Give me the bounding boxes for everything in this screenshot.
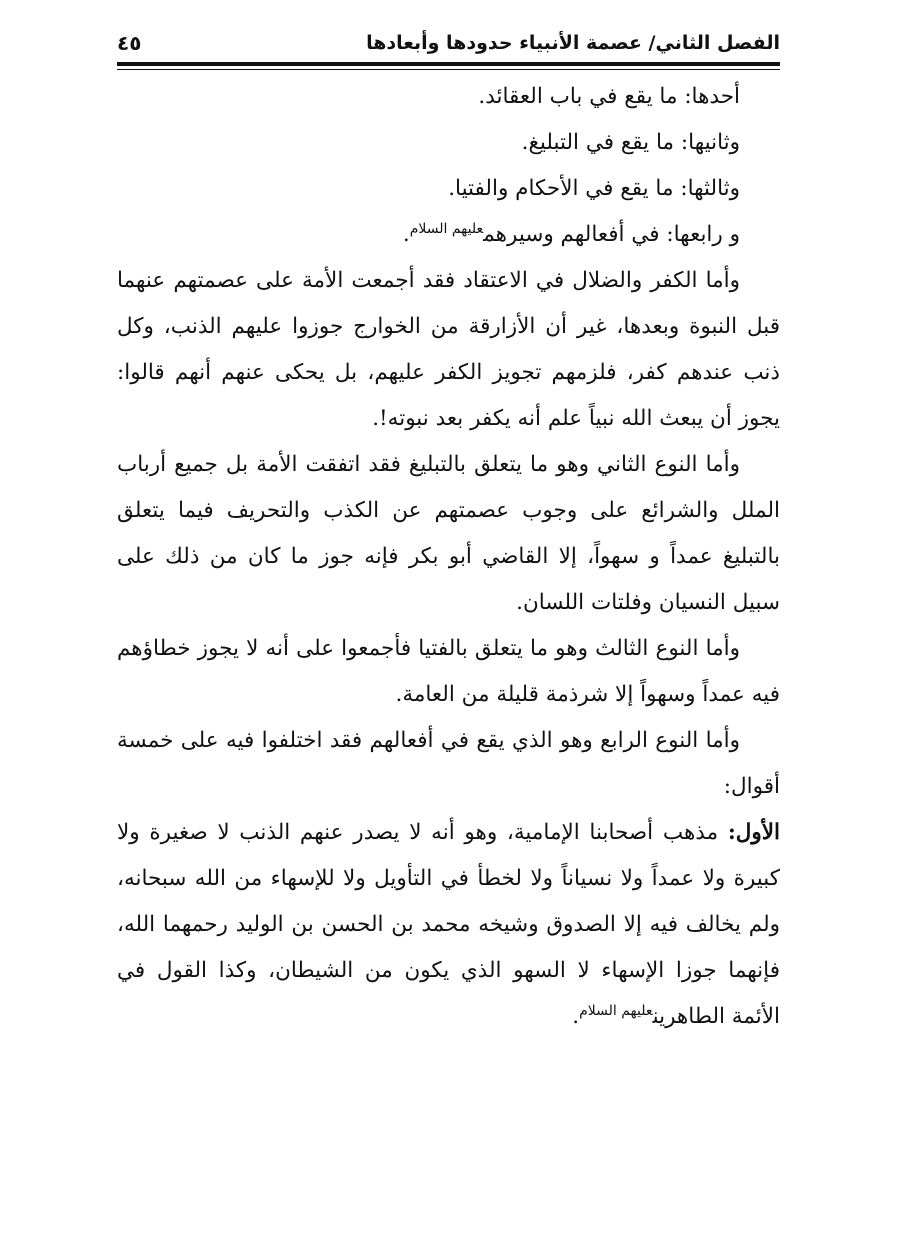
paragraph-first-opinion <box>117 810 780 1040</box>
first-opinion-text: مذهب أصحابنا الإمامية، وهو أنه لا يصدر عنهم الذنب لا صغيرة ولا كبيرة ولا عمداً ولا نسياناً ولا لخطأ في التأويل ولا للإسهاء من الله سبحانه، ولم يخالف فيه إلا الصدوق وشيخه محمد بن الحسن بن الوليد رحمهما الله، فإنهما جوزا الإسهاء لا السهو الذي يكون من الشيطان، وكذا القول في الأئمة الطاهرين <box>117 820 780 1029</box>
header-rule-thick <box>117 62 780 66</box>
paragraph-belief <box>117 258 780 442</box>
paragraph-fatwa-text: وأما النوع الثالث وهو ما يتعلق بالفتيا فأجمعوا على أنه لا يجوز خطاؤهم فيه عمداً وسهواً إلا شرذمة قليلة من العامة. <box>117 636 780 707</box>
paragraph-actions <box>117 718 780 810</box>
honorific-glyph: عليهم السلام <box>409 220 484 237</box>
header-rule-thin <box>117 69 780 70</box>
chapter-title: الفصل الثاني/ عصمة الأنبياء حدودها وأبعادها <box>366 32 780 54</box>
honorific-glyph: عليهم السلام <box>579 1002 653 1019</box>
paragraph-fatwa <box>117 626 780 718</box>
paragraph-transmission <box>117 442 780 626</box>
list-item-third: وثالثها: ما يقع في الأحكام والفتيا. <box>448 176 740 201</box>
page-body <box>117 74 780 1040</box>
paragraph-transmission-text: وأما النوع الثاني وهو ما يتعلق بالتبليغ فقد اتفقت الأمة بل جميع أرباب الملل والشرائع على وجوب عصمتهم عن الكذب والتحريف فيما يتعلق بالتبليغ عمداً و سهواً، إلا القاضي أبو بكر فإنه جوز ما كان من ذلك على سبيل النسيان وفلتات اللسان. <box>117 452 780 615</box>
list-item-fourth-text: و رابعها: في أفعالهم وسيرهم <box>483 222 740 247</box>
list-item-first: أحدها: ما يقع في باب العقائد. <box>478 84 740 109</box>
paragraph-belief-text: وأما الكفر والضلال في الاعتقاد فقد أجمعت الأمة على عصمتهم عنهما قبل النبوة وبعدها، غير أن الأزارقة من الخوارج جوزوا عليهم الذنب، وكل ذنب عندهم كفر، فلزمهم تجويز الكفر عليهم، بل يحكى عنهم أنهم قالوا: يجوز أن يبعث الله نبياً علم أنه يكفر بعد نبوته!. <box>117 268 780 431</box>
list-item-second: وثانيها: ما يقع في التبليغ. <box>521 130 740 155</box>
list-item-fourth-end: . <box>402 222 410 247</box>
first-opinion-end: . <box>572 1004 580 1029</box>
list-item-fourth <box>117 212 780 258</box>
page-header <box>117 26 780 60</box>
first-opinion-lead: الأول: <box>727 820 780 845</box>
paragraph-actions-text: وأما النوع الرابع وهو الذي يقع في أفعالهم فقد اختلفوا فيه على خمسة أقوال: <box>117 728 780 799</box>
page-number: ٤٥ <box>117 31 142 55</box>
